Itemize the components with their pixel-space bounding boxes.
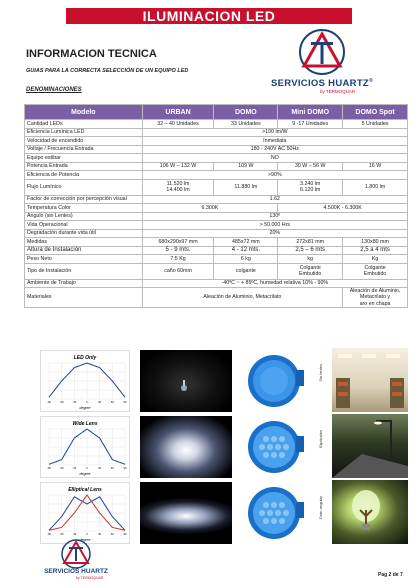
column-header: DOMO [214, 105, 278, 120]
tick-label: -60 [59, 467, 64, 470]
x-axis-label: degree [79, 538, 91, 542]
photo-warehouse [332, 348, 408, 412]
page-number: Pag 2 de 7 [378, 572, 403, 578]
section-heading: DENOMINACIONES [26, 87, 82, 93]
table-row [25, 195, 408, 204]
column-header: Mini DOMO [278, 105, 343, 120]
table-row [25, 145, 408, 154]
table-row [25, 255, 408, 264]
table-cell: Aleación de Aluminio, Metacrilato [142, 288, 342, 308]
row-label: Peso Neto [25, 255, 143, 264]
row-label: Medidas [25, 238, 143, 247]
row-label: Factor de corrección por percepción visual [25, 195, 143, 204]
table-cell: caño 60mm [142, 263, 214, 279]
chart-title: LED Only [73, 355, 97, 361]
chart-elliptical-lens [40, 482, 130, 544]
footer-logo [36, 538, 116, 584]
tick-label: -90 [47, 533, 51, 536]
table-cell: 1.62 [142, 195, 407, 204]
table-cell: kg [278, 255, 343, 264]
cell-line: Aleación de Aluminio, Metacrilato y [349, 288, 401, 301]
table-cell: Kg [343, 255, 408, 264]
cell-line: aro en chapa [359, 300, 391, 307]
page-title: INFORMACION TECNICA [26, 48, 157, 60]
row-label: Velocidad de encendido [25, 137, 143, 146]
tick-label: 0 [86, 401, 88, 404]
column-header: DOMO Spot [343, 105, 408, 120]
cell-line: Embutido [299, 271, 322, 277]
table-cell [343, 288, 408, 308]
table-row [25, 221, 408, 230]
row-label: Angulo (sin Lentes) [25, 212, 143, 221]
row-label: Potencia Entrada [25, 162, 143, 171]
table-cell: 2,5 a 4 mts [343, 246, 408, 255]
lens-label: Gran angular [318, 496, 323, 520]
tick-label: 0 [86, 467, 88, 470]
table-cell: 4.500K - 6.300K [278, 204, 408, 213]
table-cell: 130x80 mm [343, 238, 408, 247]
spec-table [24, 104, 408, 308]
lens-render-elipticales [236, 414, 314, 480]
tick-label: -90 [47, 401, 51, 404]
row-label: Flujo Lumínico [25, 179, 143, 195]
row-label: Tipo de Instalación [25, 263, 143, 279]
photo-beam-elliptical-lens [140, 482, 232, 544]
tick-label: 90 [123, 467, 127, 470]
cell-line: 14.400 lm [166, 187, 190, 193]
chart-led-only [40, 350, 130, 412]
table-cell: 9 -17 Unidades [278, 120, 343, 129]
tick-label: 60 [110, 401, 114, 404]
table-cell: > 50.000 Hrs [142, 221, 407, 230]
logo-byline: by TERMOQUAR [320, 89, 356, 94]
cell-line: Colgante [364, 264, 386, 271]
table-cell: 485x72 mm [214, 238, 278, 247]
row-label: Ambiente de Trabajo [25, 279, 143, 288]
table-cell [278, 263, 343, 279]
row-label: Voltaje / Frecuencia Entrada [25, 145, 143, 154]
table-cell: 33 Unidades [214, 120, 278, 129]
table-cell: 1.800 lm [343, 179, 408, 195]
table-header-row [25, 105, 408, 120]
table-cell: 109 W [214, 162, 278, 171]
table-row [25, 212, 408, 221]
column-header: Modelo [25, 105, 143, 120]
table-cell: 106 W – 132 W [142, 162, 214, 171]
table-row [25, 204, 408, 213]
table-row [25, 288, 408, 308]
row-label: Equipo estibar [25, 154, 143, 163]
table-cell: 7,5 Kg [142, 255, 214, 264]
table-row [25, 137, 408, 146]
tick-label: 30 [98, 401, 102, 404]
cell-line: Embutido [363, 271, 387, 277]
row-label: Eficiencia de Potencia [25, 171, 143, 180]
table-cell: 680x290x97 mm [142, 238, 214, 247]
cell-line: 11.520 lm [166, 180, 190, 187]
table-cell: 6 kg [214, 255, 278, 264]
table-row [25, 229, 408, 238]
table-cell: Inmediata [142, 137, 407, 146]
table-cell: 16 W [343, 162, 408, 171]
table-cell: >100 lm/W [142, 128, 407, 137]
table-row [25, 162, 408, 171]
table-row [25, 279, 408, 288]
page-subtitle: GUIAS PARA LA CORRECTA SELECCIÓN DE UN EQUIPO LED [26, 68, 189, 74]
street-lamp-icon [332, 414, 408, 478]
table-cell: 6.300K [142, 204, 278, 213]
tick-label: 90 [123, 533, 127, 536]
table-cell: 30 W – 56 W [278, 162, 343, 171]
table-cell: 2,5 – 6 mts [278, 246, 343, 255]
table-cell: colgante [214, 263, 278, 279]
beam-spot-icon [140, 350, 232, 412]
footer-byline: by TERMOQUAR [76, 576, 104, 580]
bulb-tree-icon [332, 480, 408, 544]
tick-label: -90 [47, 467, 51, 470]
tick-label: -60 [59, 401, 64, 404]
table-cell: 5 - 9 mts. [142, 246, 214, 255]
warehouse-scene-icon [332, 348, 408, 412]
table-row [25, 128, 408, 137]
column-header: URBAN [142, 105, 214, 120]
lens-label: Sin lentes [318, 364, 323, 382]
logo-emblem-icon [264, 28, 380, 78]
table-row [25, 263, 408, 279]
tick-label: -60 [59, 533, 64, 536]
cell-line: Colgante [299, 264, 321, 271]
table-cell [142, 179, 214, 195]
tick-label: -30 [72, 533, 77, 536]
table-cell: 4 - 12 mts. [214, 246, 278, 255]
footer-brand: SERVICIOS HUARTZ [44, 568, 108, 575]
page-banner: ILUMINACION LED [66, 8, 352, 24]
chart-title: Elliptical Lens [68, 487, 102, 493]
x-axis-label: degree [79, 406, 91, 410]
row-label: Altura de Instalación [25, 246, 143, 255]
row-label: Cantidad LEDs [25, 120, 143, 129]
company-logo [264, 28, 380, 98]
table-cell: 5 Unidades [343, 120, 408, 129]
table-row [25, 154, 408, 163]
tick-label: 90 [123, 401, 127, 404]
table-cell [278, 179, 343, 195]
tick-label: 30 [98, 467, 102, 470]
table-cell: 180 - 240V AC 50Hz [142, 145, 407, 154]
table-cell [343, 263, 408, 279]
tick-label: -30 [72, 467, 77, 470]
table-cell: >90% [142, 171, 407, 180]
tick-label: -30 [72, 401, 77, 404]
table-cell: 130º [142, 212, 407, 221]
table-cell: -40ºC ~ + 85ºC, humedad relativa 10% - 90% [142, 279, 407, 288]
table-row [25, 120, 408, 129]
cell-line: 6.120 lm [300, 187, 321, 193]
logo-brand: SERVICIOS HUARTZ® [270, 78, 374, 90]
tick-label: 60 [110, 533, 114, 536]
tick-label: 0 [86, 533, 88, 536]
table-cell: 32 – 40 Unidades [142, 120, 214, 129]
photo-street-night [332, 414, 408, 478]
tick-label: 30 [98, 533, 102, 536]
lens-render-gran-angular [236, 480, 314, 546]
row-label: Degradación durante vida útil [25, 229, 143, 238]
table-row [25, 179, 408, 195]
table-row [25, 238, 408, 247]
footer-logo-emblem-icon [36, 538, 116, 570]
table-cell: 272x81 mm [278, 238, 343, 247]
table-row [25, 171, 408, 180]
photo-parking-night [332, 480, 408, 544]
photo-beam-led-only [140, 350, 232, 412]
row-label: Eficiencia Lumínica LED [25, 128, 143, 137]
photo-beam-wide-lens [140, 416, 232, 478]
table-cell: NO [142, 154, 407, 163]
lens-render-sin-lentes [236, 348, 314, 414]
cell-line: 3.240 lm [300, 180, 321, 187]
x-axis-label: degree [79, 472, 91, 476]
table-row [25, 246, 408, 255]
row-label: Materiales [25, 288, 143, 308]
table-cell: 11.880 lm [214, 179, 278, 195]
chart-title: Wide Lens [72, 421, 98, 427]
tick-label: 60 [110, 467, 114, 470]
lens-label: Elipticales [318, 430, 323, 449]
table-cell: 20% [142, 229, 407, 238]
row-label: Temperatura Color [25, 204, 143, 213]
chart-wide-lens [40, 416, 130, 478]
row-label: Vida Operacional [25, 221, 143, 230]
illustration-area [24, 348, 408, 544]
